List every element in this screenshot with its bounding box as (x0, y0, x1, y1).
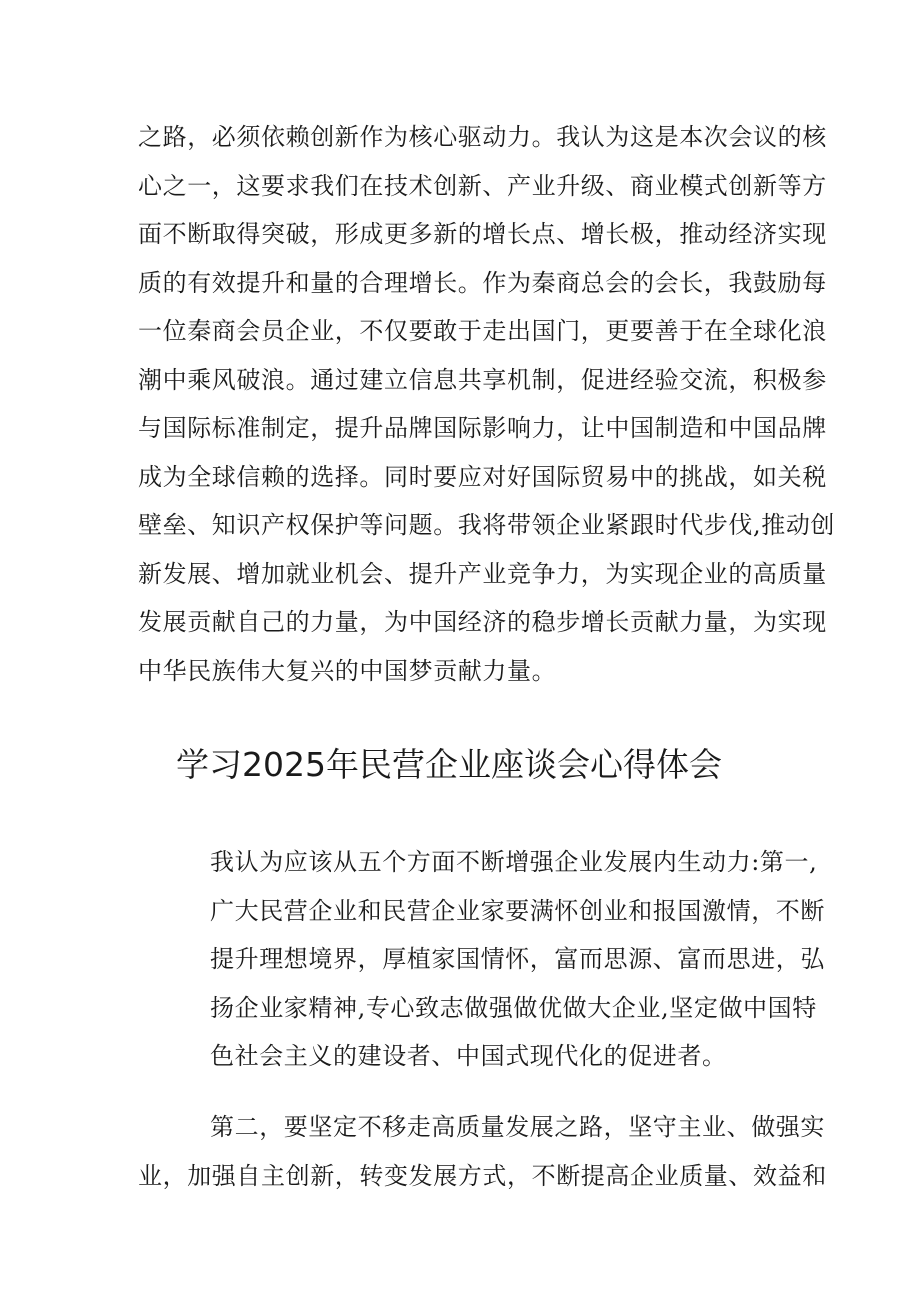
text-line: 心之一，这要求我们在技术创新、产业升级、商业模式创新等方 (138, 171, 827, 200)
text-line: 提升理想境界，厚植家国情怀，富而思源、富而思进，弘 (210, 945, 825, 973)
text-line: 与国际标准制定，提升品牌国际影响力，让中国制造和中国品牌 (138, 414, 827, 442)
text-line: 业，加强自主创新，转变发展方式，不断提高企业质量、效益和 (138, 1161, 827, 1190)
text-line: 中华民族伟大复兴的中国梦贡献力量。 (138, 656, 557, 685)
text-line: 成为全球信赖的选择。同时要应对好国际贸易中的挑战，如关税 (138, 462, 827, 491)
text-line: 发展贡献自己的力量，为中国经济的稳步增长贡献力量，为实现 (138, 608, 827, 636)
text-line: 新发展、增加就业机会、提升产业竞争力，为实现企业的高质量 (138, 559, 827, 588)
text-line: 广大民营企业和民营企业家要满怀创业和报国激情，不断 (210, 896, 825, 925)
text-line: 面不断取得突破，形成更多新的增长点、增长极，推动经济实现 (138, 220, 827, 248)
text-line: 色社会主义的建设者、中国式现代化的促进者。 (210, 1042, 727, 1070)
paragraph-continuation (138, 113, 836, 695)
paragraph-second-point (138, 1103, 827, 1200)
text-line: 我认为应该从五个方面不断增强企业发展内生动力:第一, (210, 848, 818, 876)
text-line: 一位秦商会员企业，不仅要敢于走出国门，更要善于在全球化浪 (138, 317, 827, 345)
text-line: 之路，必须依赖创新作为核心驱动力。我认为这是本次会议的核 (138, 123, 827, 151)
section-heading: 学习2025年民营企业座谈会心得体会 (176, 745, 722, 784)
text-line: 质的有效提升和量的合理增长。作为秦商总会的会长，我鼓励每 (138, 268, 827, 297)
text-line: 扬企业家精神,专心致志做强做优做大企业,坚定做中国特 (210, 993, 817, 1022)
text-line: 第二，要坚定不移走高质量发展之路，坚守主业、做强实 (210, 1113, 825, 1141)
text-line: 潮中乘风破浪。通过建立信息共享机制，促进经验交流，积极参 (138, 365, 827, 394)
paragraph-first-point (210, 838, 825, 1081)
text-line: 壁垒、知识产权保护等问题。我将带领企业紧跟时代步伐,推动创 (138, 511, 836, 539)
